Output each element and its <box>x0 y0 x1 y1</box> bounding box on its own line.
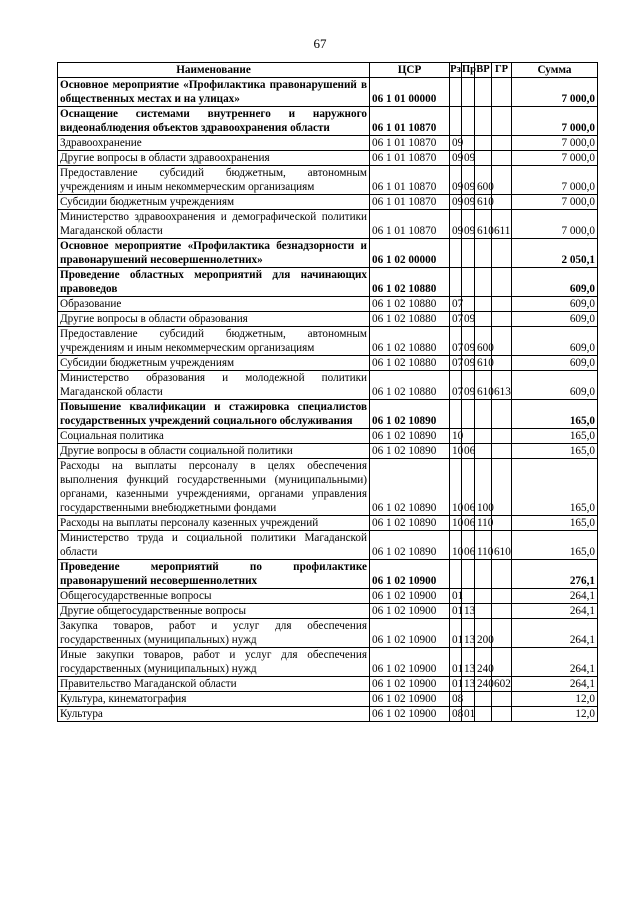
cell-name: Субсидии бюджетным учреждениям <box>58 195 370 210</box>
cell-sum: 7 000,0 <box>512 136 598 151</box>
cell-rz: 01 <box>450 619 462 648</box>
cell-name: Другие вопросы в области здравоохранения <box>58 151 370 166</box>
cell-vr: 600 <box>475 166 492 195</box>
cell-code: 06 1 02 10880 <box>370 312 450 327</box>
cell-gr: 602 <box>492 677 512 692</box>
cell-gr <box>492 268 512 297</box>
cell-sum: 165,0 <box>512 459 598 516</box>
cell-rz: 07 <box>450 356 462 371</box>
cell-vr: 240 <box>475 648 492 677</box>
header-vr: ВР <box>475 63 492 78</box>
cell-name: Правительство Магаданской области <box>58 677 370 692</box>
cell-vr: 110 <box>475 516 492 531</box>
cell-pr: 06 <box>462 459 475 516</box>
cell-pr: 13 <box>462 677 475 692</box>
cell-rz: 01 <box>450 604 462 619</box>
table-body <box>58 78 598 722</box>
cell-name: Оснащение системами внутреннего и наружного видеонаблюдения объектов здравоохранения области <box>58 107 370 136</box>
cell-sum: 276,1 <box>512 560 598 589</box>
cell-rz: 10 <box>450 516 462 531</box>
cell-vr <box>475 400 492 429</box>
cell-sum: 264,1 <box>512 589 598 604</box>
cell-name: Министерство труда и социальной политики Магаданской области <box>58 531 370 560</box>
cell-pr <box>462 78 475 107</box>
cell-rz <box>450 78 462 107</box>
cell-vr <box>475 268 492 297</box>
cell-vr <box>475 604 492 619</box>
table-row <box>58 444 598 459</box>
cell-vr <box>475 297 492 312</box>
cell-gr: 610 <box>492 531 512 560</box>
cell-vr <box>475 151 492 166</box>
cell-sum: 609,0 <box>512 356 598 371</box>
cell-code: 06 1 02 10890 <box>370 531 450 560</box>
cell-rz: 01 <box>450 677 462 692</box>
table-row <box>58 677 598 692</box>
cell-sum: 264,1 <box>512 619 598 648</box>
table-row <box>58 327 598 356</box>
cell-code: 06 1 02 10890 <box>370 459 450 516</box>
cell-vr <box>475 589 492 604</box>
cell-gr <box>492 356 512 371</box>
table-row <box>58 560 598 589</box>
cell-name: Закупка товаров, работ и услуг для обеспечения государственных (муниципальных) нужд <box>58 619 370 648</box>
cell-sum: 609,0 <box>512 268 598 297</box>
cell-vr: 610 <box>475 356 492 371</box>
cell-sum: 7 000,0 <box>512 210 598 239</box>
cell-code: 06 1 01 00000 <box>370 78 450 107</box>
cell-code: 06 1 02 10900 <box>370 589 450 604</box>
table-row <box>58 297 598 312</box>
cell-rz: 01 <box>450 589 462 604</box>
cell-code: 06 1 02 10900 <box>370 619 450 648</box>
cell-gr <box>492 136 512 151</box>
cell-name: Социальная политика <box>58 429 370 444</box>
cell-sum: 7 000,0 <box>512 151 598 166</box>
cell-vr: 200 <box>475 619 492 648</box>
cell-rz: 09 <box>450 210 462 239</box>
cell-code: 06 1 01 10870 <box>370 107 450 136</box>
cell-gr <box>492 107 512 136</box>
cell-sum: 264,1 <box>512 648 598 677</box>
cell-code: 06 1 01 10870 <box>370 136 450 151</box>
cell-name: Министерство здравоохранения и демографической политики Магаданской области <box>58 210 370 239</box>
cell-name: Повышение квалификации и стажировка специалистов государственных учреждений социального обслуживания <box>58 400 370 429</box>
table-row <box>58 195 598 210</box>
table-row <box>58 429 598 444</box>
cell-gr <box>492 459 512 516</box>
table-row <box>58 136 598 151</box>
cell-gr <box>492 78 512 107</box>
page-number: 67 <box>313 36 327 51</box>
cell-vr <box>475 560 492 589</box>
cell-pr: 09 <box>462 166 475 195</box>
cell-vr <box>475 692 492 707</box>
cell-code: 06 1 01 10870 <box>370 210 450 239</box>
cell-sum: 165,0 <box>512 444 598 459</box>
cell-gr <box>492 239 512 268</box>
cell-rz: 09 <box>450 166 462 195</box>
cell-rz: 08 <box>450 707 462 722</box>
header-pr: Пр <box>462 63 475 78</box>
cell-pr <box>462 107 475 136</box>
cell-name: Образование <box>58 297 370 312</box>
cell-sum: 7 000,0 <box>512 107 598 136</box>
cell-rz: 09 <box>450 195 462 210</box>
cell-gr <box>492 516 512 531</box>
cell-vr: 610 <box>475 195 492 210</box>
cell-pr: 06 <box>462 516 475 531</box>
cell-name: Предоставление субсидий бюджетным, автономным учреждениям и иным некоммерческим организациям <box>58 166 370 195</box>
cell-rz <box>450 560 462 589</box>
header-code: ЦСР <box>370 63 450 78</box>
cell-gr <box>492 400 512 429</box>
table-row <box>58 312 598 327</box>
cell-sum: 2 050,1 <box>512 239 598 268</box>
cell-name: Проведение мероприятий по профилактике правонарушений несовершеннолетних <box>58 560 370 589</box>
cell-gr: 613 <box>492 371 512 400</box>
cell-vr: 600 <box>475 327 492 356</box>
cell-code: 06 1 02 10880 <box>370 356 450 371</box>
cell-sum: 264,1 <box>512 677 598 692</box>
cell-pr: 09 <box>462 210 475 239</box>
cell-name: Культура <box>58 707 370 722</box>
cell-code: 06 1 02 10880 <box>370 268 450 297</box>
table-row <box>58 400 598 429</box>
cell-code: 06 1 02 10890 <box>370 429 450 444</box>
cell-sum: 165,0 <box>512 429 598 444</box>
cell-vr: 610 <box>475 210 492 239</box>
cell-pr: 09 <box>462 356 475 371</box>
cell-code: 06 1 02 10890 <box>370 516 450 531</box>
cell-vr: 610 <box>475 371 492 400</box>
cell-code: 06 1 02 10900 <box>370 692 450 707</box>
cell-sum: 12,0 <box>512 692 598 707</box>
cell-rz: 07 <box>450 327 462 356</box>
cell-vr: 100 <box>475 459 492 516</box>
cell-code: 06 1 02 10900 <box>370 707 450 722</box>
cell-code: 06 1 02 10890 <box>370 444 450 459</box>
cell-sum: 7 000,0 <box>512 195 598 210</box>
cell-rz: 08 <box>450 692 462 707</box>
cell-sum: 609,0 <box>512 297 598 312</box>
table-row <box>58 707 598 722</box>
cell-rz: 07 <box>450 371 462 400</box>
cell-name: Предоставление субсидий бюджетным, автономным учреждениям и иным некоммерческим организациям <box>58 327 370 356</box>
cell-pr <box>462 400 475 429</box>
table-row <box>58 531 598 560</box>
cell-vr <box>475 136 492 151</box>
header-rz: Рз <box>450 63 462 78</box>
cell-gr <box>492 589 512 604</box>
cell-sum: 609,0 <box>512 312 598 327</box>
cell-code: 06 1 02 10900 <box>370 604 450 619</box>
header-sum: Сумма <box>512 63 598 78</box>
cell-pr <box>462 297 475 312</box>
cell-rz: 10 <box>450 444 462 459</box>
cell-pr: 09 <box>462 312 475 327</box>
cell-vr <box>475 107 492 136</box>
cell-rz: 10 <box>450 459 462 516</box>
cell-code: 06 1 01 10870 <box>370 195 450 210</box>
table-row <box>58 619 598 648</box>
cell-name: Основное мероприятие «Профилактика правонарушений в общественных местах и на улицах» <box>58 78 370 107</box>
cell-vr: 240 <box>475 677 492 692</box>
cell-name: Проведение областных мероприятий для начинающих правоведов <box>58 268 370 297</box>
cell-code: 06 1 02 10880 <box>370 371 450 400</box>
cell-rz: 09 <box>450 151 462 166</box>
cell-pr <box>462 268 475 297</box>
table-row <box>58 166 598 195</box>
cell-gr <box>492 444 512 459</box>
cell-sum: 7 000,0 <box>512 78 598 107</box>
cell-gr <box>492 166 512 195</box>
cell-pr: 09 <box>462 151 475 166</box>
cell-code: 06 1 02 10880 <box>370 297 450 312</box>
cell-sum: 7 000,0 <box>512 166 598 195</box>
cell-vr <box>475 78 492 107</box>
table-row <box>58 151 598 166</box>
cell-rz <box>450 400 462 429</box>
cell-rz: 09 <box>450 136 462 151</box>
table-row <box>58 371 598 400</box>
cell-gr <box>492 429 512 444</box>
cell-code: 06 1 01 10870 <box>370 166 450 195</box>
cell-pr <box>462 589 475 604</box>
cell-pr: 06 <box>462 444 475 459</box>
cell-rz <box>450 268 462 297</box>
cell-pr <box>462 239 475 268</box>
cell-rz: 07 <box>450 297 462 312</box>
cell-pr: 06 <box>462 531 475 560</box>
cell-name: Здравоохранение <box>58 136 370 151</box>
cell-name: Расходы на выплаты персоналу в целях обеспечения выполнения функций государственными (муниципальными) органами, казенными учреждениями, органами управления государственными внебюджетными фондами <box>58 459 370 516</box>
table-row <box>58 356 598 371</box>
cell-code: 06 1 02 10880 <box>370 327 450 356</box>
cell-rz: 01 <box>450 648 462 677</box>
cell-gr <box>492 560 512 589</box>
cell-gr <box>492 604 512 619</box>
cell-pr: 13 <box>462 619 475 648</box>
cell-vr: 110 <box>475 531 492 560</box>
cell-vr <box>475 444 492 459</box>
cell-pr: 01 <box>462 707 475 722</box>
cell-name: Другие общегосударственные вопросы <box>58 604 370 619</box>
cell-gr <box>492 707 512 722</box>
cell-sum: 264,1 <box>512 604 598 619</box>
table-row <box>58 589 598 604</box>
budget-table <box>57 62 598 722</box>
cell-code: 06 1 02 10900 <box>370 648 450 677</box>
cell-code: 06 1 01 10870 <box>370 151 450 166</box>
cell-name: Субсидии бюджетным учреждениям <box>58 356 370 371</box>
table-row <box>58 459 598 516</box>
cell-gr <box>492 327 512 356</box>
cell-gr <box>492 297 512 312</box>
table-row <box>58 239 598 268</box>
table-row <box>58 210 598 239</box>
cell-rz: 10 <box>450 429 462 444</box>
cell-name: Иные закупки товаров, работ и услуг для обеспечения государственных (муниципальных) нужд <box>58 648 370 677</box>
cell-pr <box>462 136 475 151</box>
cell-rz <box>450 239 462 268</box>
table-row <box>58 604 598 619</box>
cell-gr <box>492 312 512 327</box>
cell-sum: 12,0 <box>512 707 598 722</box>
cell-pr: 09 <box>462 195 475 210</box>
cell-vr <box>475 312 492 327</box>
table-row <box>58 107 598 136</box>
header-name: Наименование <box>58 63 370 78</box>
table-header-row <box>58 63 598 78</box>
table-row <box>58 692 598 707</box>
cell-name: Расходы на выплаты персоналу казенных учреждений <box>58 516 370 531</box>
cell-name: Другие вопросы в области образования <box>58 312 370 327</box>
cell-code: 06 1 02 10900 <box>370 560 450 589</box>
cell-sum: 165,0 <box>512 400 598 429</box>
cell-pr: 13 <box>462 604 475 619</box>
cell-code: 06 1 02 00000 <box>370 239 450 268</box>
cell-code: 06 1 02 10900 <box>370 677 450 692</box>
cell-code: 06 1 02 10890 <box>370 400 450 429</box>
cell-gr <box>492 195 512 210</box>
table-row <box>58 516 598 531</box>
cell-rz: 10 <box>450 531 462 560</box>
cell-sum: 609,0 <box>512 327 598 356</box>
table-row <box>58 648 598 677</box>
cell-sum: 609,0 <box>512 371 598 400</box>
cell-rz <box>450 107 462 136</box>
cell-name: Общегосударственные вопросы <box>58 589 370 604</box>
cell-vr <box>475 239 492 268</box>
cell-vr <box>475 707 492 722</box>
table-row <box>58 78 598 107</box>
cell-pr: 09 <box>462 371 475 400</box>
cell-pr <box>462 692 475 707</box>
header-gr: ГР <box>492 63 512 78</box>
cell-gr <box>492 619 512 648</box>
cell-name: Культура, кинематография <box>58 692 370 707</box>
cell-gr: 611 <box>492 210 512 239</box>
cell-pr <box>462 429 475 444</box>
table-row <box>58 268 598 297</box>
cell-gr <box>492 692 512 707</box>
cell-name: Министерство образования и молодежной политики Магаданской области <box>58 371 370 400</box>
cell-pr <box>462 560 475 589</box>
cell-gr <box>492 151 512 166</box>
cell-pr: 09 <box>462 327 475 356</box>
cell-vr <box>475 429 492 444</box>
cell-sum: 165,0 <box>512 531 598 560</box>
cell-pr: 13 <box>462 648 475 677</box>
cell-sum: 165,0 <box>512 516 598 531</box>
cell-rz: 07 <box>450 312 462 327</box>
cell-gr <box>492 648 512 677</box>
cell-name: Основное мероприятие «Профилактика безнадзорности и правонарушений несовершеннолетних» <box>58 239 370 268</box>
cell-name: Другие вопросы в области социальной политики <box>58 444 370 459</box>
